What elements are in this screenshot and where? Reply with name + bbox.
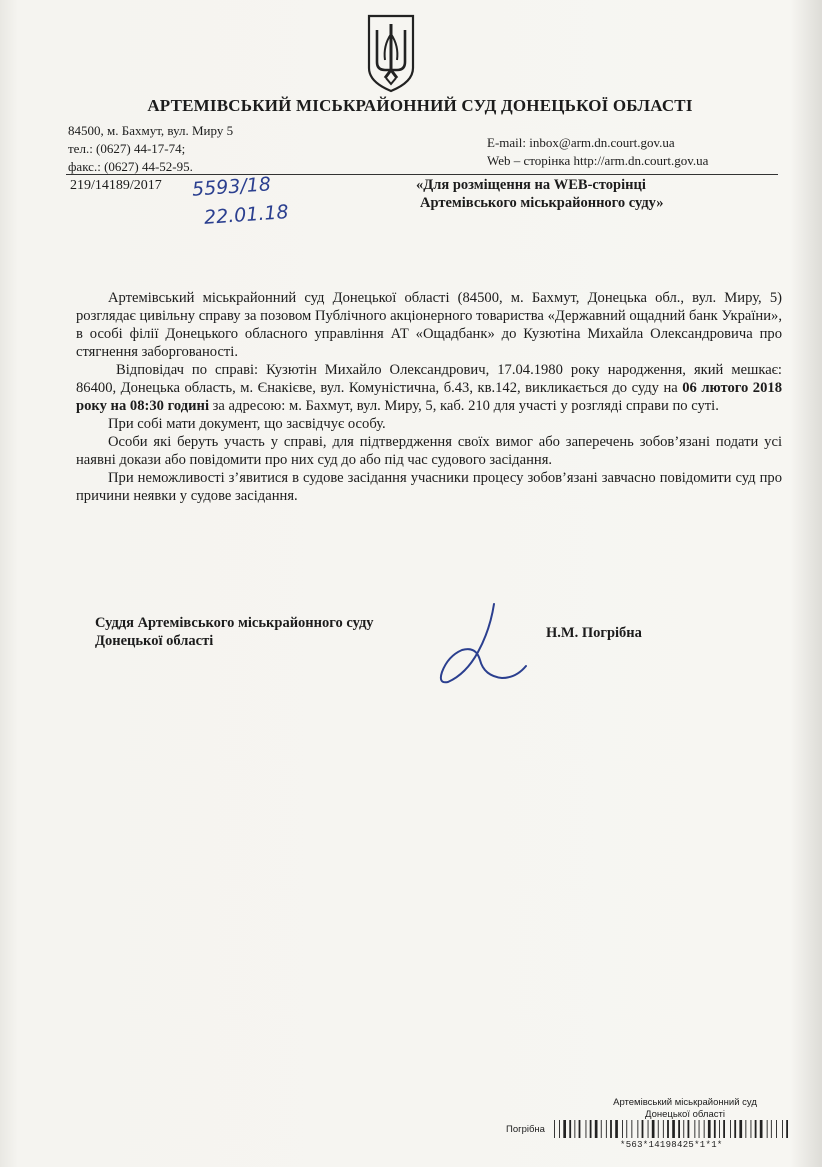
court-website: Web – сторінка http://arm.dn.court.gov.ua (487, 153, 709, 168)
paragraph-id-document: При собі мати документ, що засвідчує особу. (108, 416, 386, 432)
court-title: АРТЕМІВСЬКИЙ МІСЬКРАЙОННИЙ СУД ДОНЕЦЬКОЇ ОБЛАСТІ (147, 96, 693, 115)
stamp-org-line-1: Артемівський міськрайонний суд (613, 1097, 757, 1108)
web-note-line-1: «Для розміщення на WEB-сторінці (416, 177, 646, 193)
barcode-icon (552, 1119, 792, 1141)
registry-stamp-judge: Погрібна (506, 1124, 545, 1135)
paragraph-evidence: Особи які беруть участь у справі, для підтвердження своїх вимог або заперечень зобов’язані подати усі наявні докази або повідомити про них суд до або під час судового засідання. (76, 434, 782, 468)
court-phone: тел.: (0627) 44-17-74; (68, 141, 186, 156)
court-address: 84500, м. Бахмут, вул. Миру 5 (68, 123, 234, 138)
registry-stamp-organization (595, 1097, 775, 1121)
court-fax: факс.: (0627) 44-52-95. (68, 159, 193, 174)
web-publication-note (416, 176, 664, 212)
hearing-datetime: 06 лютого 2018 року на 08:30 годині (76, 380, 782, 414)
judge-position (95, 614, 374, 650)
web-note-line-2: Артемівського міськрайонного суду» (420, 195, 664, 211)
notice-body (76, 289, 782, 505)
handwritten-registration-date: 22.01.18 (203, 201, 290, 229)
judge-name: Н.М. Погрібна (546, 625, 642, 641)
judge-position-line-1: Суддя Артемівського міськрайонного суду (95, 615, 374, 631)
header-divider (66, 174, 778, 175)
summons-text-end: за адресою: м. Бахмут, вул. Миру, 5, каб. 210 для участі у розгляді справи по суті. (209, 398, 719, 414)
handwritten-signature (432, 600, 532, 692)
case-number: 219/14189/2017 (70, 178, 162, 193)
handwritten-registration-number: 5593/18 (191, 173, 272, 201)
barcode-number: *563*14198425*1*1* (620, 1140, 723, 1150)
court-email: E-mail: inbox@arm.dn.court.gov.ua (487, 135, 675, 150)
judge-position-line-2: Донецької області (95, 633, 214, 649)
stamp-org-line-2: Донецької області (645, 1109, 725, 1120)
trident-emblem-icon (365, 12, 417, 94)
paragraph-absence: При неможливості з’явитися в судове засідання учасники процесу зобов’язані завчасно повідомити суд про причини неявки у судове засідання. (76, 470, 782, 504)
summons-text-start: Відповідач по справі: Кузютін Михайло Олександрович, 17.04.1980 року народження, який мешкає: 86400, Донецька область, м. Єнакієве, вул. Комуністична, б.43, кв.142, викликається до суду на (76, 362, 782, 396)
paragraph-case-description: Артемівський міськрайонний суд Донецької області (84500, м. Бахмут, Донецька обл., вул. Миру, 5) розглядає цивільну справу за позовом Публічного акціонерного товариства «Державний ощадний банк України», в особі філії Донецького обласного управління АТ «Ощадбанк» до Кузютіна Михайла Олександровича про стягнення заборгованості. (76, 290, 782, 360)
paragraph-summons (76, 361, 782, 415)
